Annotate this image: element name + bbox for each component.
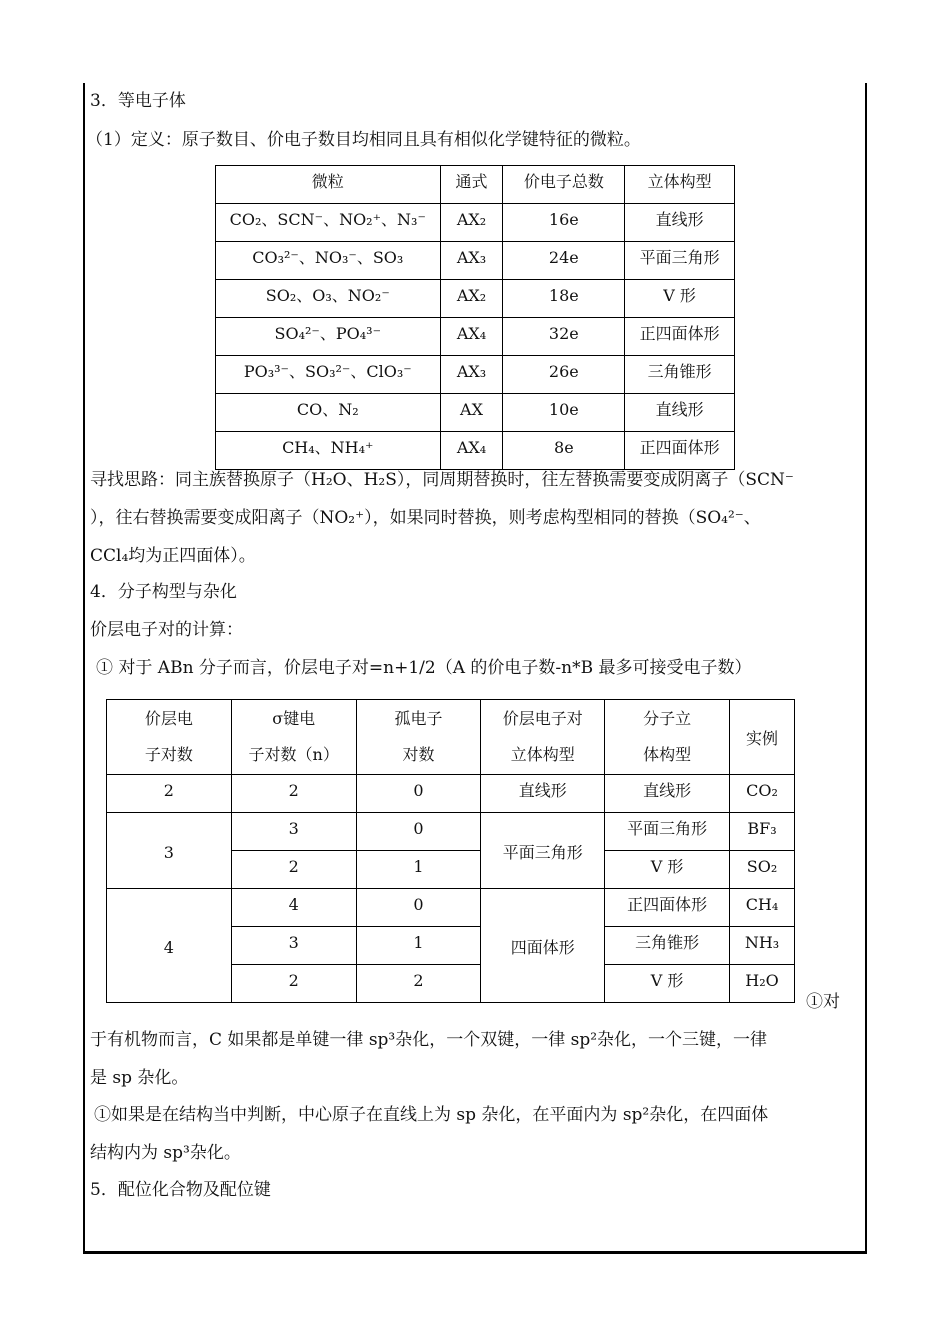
header-shape: 立体构型 (625, 166, 735, 204)
geometry-cell: 四面体形 (481, 889, 605, 1003)
shape-cell: 平面三角形 (605, 813, 730, 851)
electrons-cell: 26e (503, 356, 625, 394)
electrons-cell: 32e (503, 318, 625, 356)
search-idea-line2: ），往右替换需要变成阳离子（NO₂⁺），如果同时替换，则考虑构型相同的替换（SO₄²⁻、 (90, 508, 761, 528)
species-cell: CO₂、SCN⁻、NO₂⁺、N₃⁻ (216, 204, 441, 242)
table-row (107, 889, 795, 927)
species-cell: CH₄、NH₄⁺ (216, 432, 441, 470)
shape-cell: 平面三角形 (625, 242, 735, 280)
header-pair-geometry: 价层电子对 立体构型 (481, 700, 605, 775)
table-row (216, 356, 735, 394)
after-table-mark: ①对 (806, 992, 840, 1012)
table-header-row (216, 166, 735, 204)
header-electrons: 价电子总数 (503, 166, 625, 204)
organic-hybridization-line1: 于有机物而言，C 如果都是单键一律 sp³杂化，一个双键，一律 sp²杂化，一个三键，一律 (90, 1030, 768, 1050)
example-cell: SO₂ (730, 851, 795, 889)
structure-hybridization-line1: ①如果是在结构当中判断，中心原子在直线上为 sp 杂化，在平面内为 sp²杂化，在四面体 (94, 1105, 769, 1125)
example-cell: CH₄ (730, 889, 795, 927)
sigma-cell: 2 (231, 965, 356, 1003)
pairs-cell: 3 (107, 813, 232, 889)
section4-subtitle: 价层电子对的计算： (90, 620, 243, 640)
shape-cell: 正四面体形 (605, 889, 730, 927)
shape-cell: V 形 (605, 851, 730, 889)
sigma-cell: 3 (231, 927, 356, 965)
species-cell: SO₂、O₃、NO₂⁻ (216, 280, 441, 318)
table-row (216, 318, 735, 356)
geometry-cell: 平面三角形 (481, 813, 605, 889)
table-row (216, 242, 735, 280)
geometry-cell: 直线形 (481, 775, 605, 813)
organic-hybridization-line2: 是 sp 杂化。 (90, 1068, 189, 1088)
table-row (216, 432, 735, 470)
section4-title: 4．分子构型与杂化 (90, 582, 237, 602)
electrons-cell: 18e (503, 280, 625, 318)
section4-rule: ① 对于 ABn 分子而言，价层电子对=n+1/2（A 的价电子数-n*B 最多可接受电子数） (96, 658, 752, 678)
electrons-cell: 8e (503, 432, 625, 470)
formula-cell: AX₄ (440, 432, 503, 470)
example-cell: H₂O (730, 965, 795, 1003)
header-molecular-shape: 分子立 体构型 (605, 700, 730, 775)
formula-cell: AX₃ (440, 356, 503, 394)
header-sigma: σ键电 子对数（n） (231, 700, 356, 775)
sigma-cell: 3 (231, 813, 356, 851)
sigma-cell: 4 (231, 889, 356, 927)
table-row (216, 280, 735, 318)
lone-cell: 0 (356, 813, 481, 851)
formula-cell: AX₂ (440, 280, 503, 318)
shape-cell: V 形 (625, 280, 735, 318)
section3-title: 3．等电子体 (90, 91, 186, 111)
shape-cell: 直线形 (625, 394, 735, 432)
species-cell: PO₃³⁻、SO₃²⁻、ClO₃⁻ (216, 356, 441, 394)
shape-cell: 三角锥形 (605, 927, 730, 965)
lone-cell: 1 (356, 927, 481, 965)
header-formula: 通式 (440, 166, 503, 204)
shape-cell: 直线形 (605, 775, 730, 813)
shape-cell: 直线形 (625, 204, 735, 242)
shape-cell: 三角锥形 (625, 356, 735, 394)
lone-cell: 0 (356, 889, 481, 927)
header-example: 实例 (730, 700, 795, 775)
table-header-row (107, 700, 795, 775)
electrons-cell: 10e (503, 394, 625, 432)
shape-cell: V 形 (605, 965, 730, 1003)
lone-cell: 1 (356, 851, 481, 889)
shape-cell: 正四面体形 (625, 432, 735, 470)
example-cell: BF₃ (730, 813, 795, 851)
section3-definition: （1）定义：原子数目、价电子数目均相同且具有相似化学键特征的微粒。 (86, 130, 641, 150)
pairs-cell: 4 (107, 889, 232, 1003)
header-species: 微粒 (216, 166, 441, 204)
example-cell: NH₃ (730, 927, 795, 965)
lone-cell: 2 (356, 965, 481, 1003)
species-cell: CO、N₂ (216, 394, 441, 432)
table-row (107, 813, 795, 851)
formula-cell: AX (440, 394, 503, 432)
structure-hybridization-line2: 结构内为 sp³杂化。 (90, 1143, 241, 1163)
table-row (216, 394, 735, 432)
example-cell: CO₂ (730, 775, 795, 813)
species-cell: CO₃²⁻、NO₃⁻、SO₃ (216, 242, 441, 280)
electrons-cell: 16e (503, 204, 625, 242)
table-row (107, 775, 795, 813)
lone-cell: 0 (356, 775, 481, 813)
header-pairs: 价层电 子对数 (107, 700, 232, 775)
pairs-cell: 2 (107, 775, 232, 813)
vsepr-table (106, 699, 795, 1003)
search-idea-line1: 寻找思路：同主族替换原子（H₂O、H₂S），同周期替换时，往左替换需要变成阴离子（SCN⁻ (90, 470, 794, 490)
species-cell: SO₄²⁻、PO₄³⁻ (216, 318, 441, 356)
sigma-cell: 2 (231, 851, 356, 889)
isoelectronic-table (215, 165, 735, 470)
electrons-cell: 24e (503, 242, 625, 280)
sigma-cell: 2 (231, 775, 356, 813)
search-idea-line3: CCl₄均为正四面体）。 (90, 546, 256, 566)
table-row (216, 204, 735, 242)
formula-cell: AX₃ (440, 242, 503, 280)
section5-title: 5．配位化合物及配位键 (90, 1180, 271, 1200)
header-lone: 孤电子 对数 (356, 700, 481, 775)
formula-cell: AX₂ (440, 204, 503, 242)
formula-cell: AX₄ (440, 318, 503, 356)
shape-cell: 正四面体形 (625, 318, 735, 356)
